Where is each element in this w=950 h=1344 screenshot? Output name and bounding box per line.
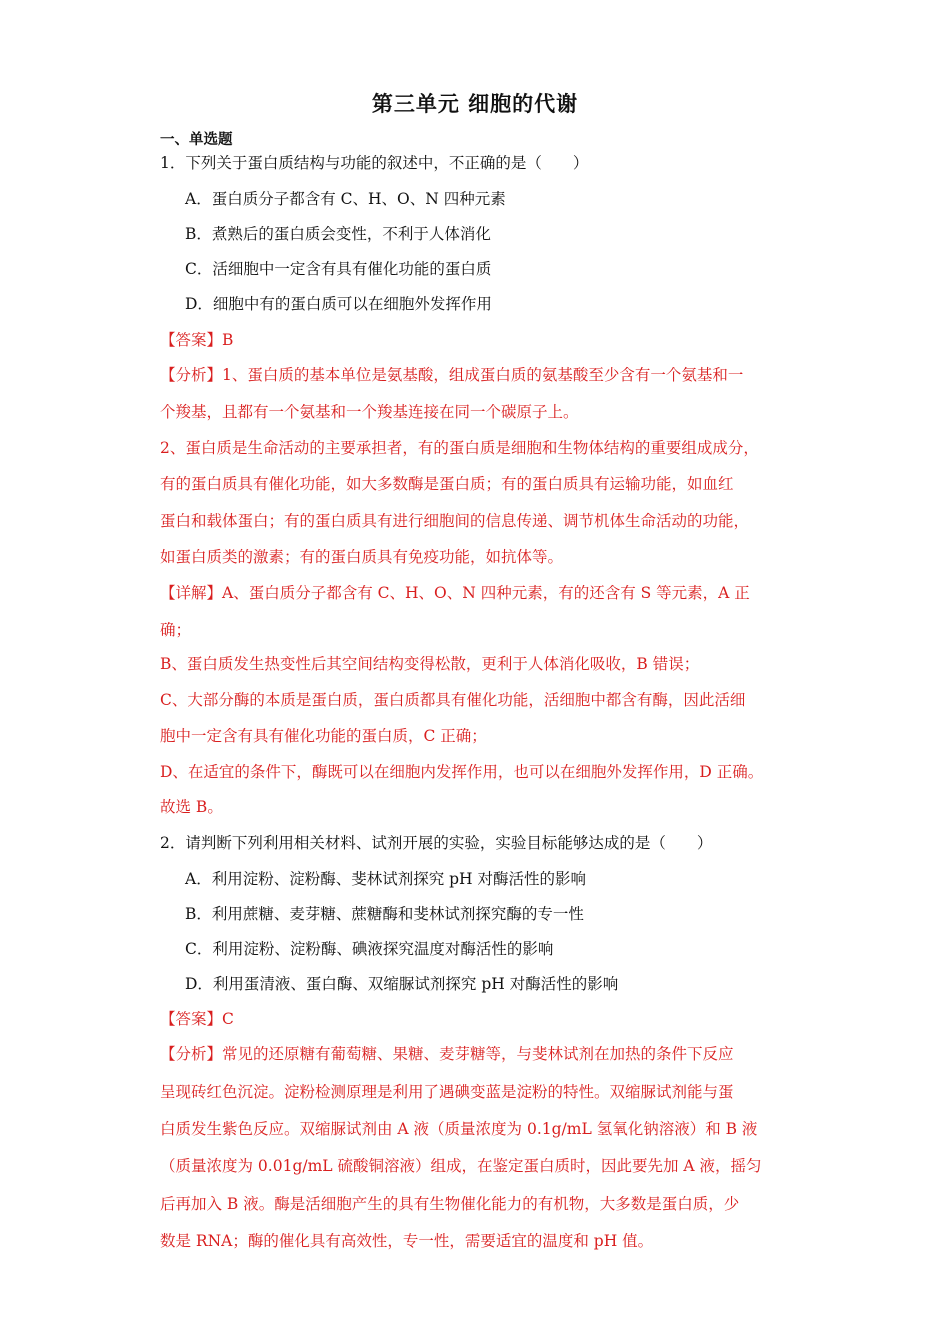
question-1-detail-line: B、蛋白质发生热变性后其空间结构变得松散，更利于人体消化吸收，B 错误；: [160, 655, 700, 673]
question-2-answer: 【答案】C: [160, 1010, 234, 1028]
question-2-option-b: B．利用蔗糖、麦芽糖、蔗糖酶和斐林试剂探究酶的专一性: [185, 905, 584, 923]
question-1-analysis-line: 如蛋白质类的激素；有的蛋白质具有免疫功能，如抗体等。: [160, 548, 564, 566]
question-1-detail-line: 故选 B。: [160, 798, 223, 816]
question-2-analysis-line: （质量浓度为 0.01g/mL 硫酸铜溶液）组成，在鉴定蛋白质时，因此要先加 A 液，摇匀: [160, 1157, 762, 1175]
question-1-detail-line: D、在适宜的条件下，酶既可以在细胞内发挥作用，也可以在细胞外发挥作用，D 正确。: [160, 763, 764, 781]
page-title: 第三单元 细胞的代谢: [371, 92, 579, 116]
question-2-analysis-line: 白质发生紫色反应。双缩脲试剂由 A 液（质量浓度为 0.1g/mL 氢氧化钠溶液）和 B 液: [160, 1120, 758, 1138]
question-1-detail-line: 胞中一定含有具有催化功能的蛋白质，C 正确；: [160, 727, 487, 745]
question-1-answer: 【答案】B: [160, 331, 234, 349]
question-2-stem: 2．请判断下列利用相关材料、试剂开展的实验，实验目标能够达成的是（ ）: [160, 834, 713, 852]
question-2-option-a: A．利用淀粉、淀粉酶、斐林试剂探究 pH 对酶活性的影响: [185, 870, 586, 888]
question-1-option-c: C．活细胞中一定含有具有催化功能的蛋白质: [185, 260, 492, 278]
question-1-analysis-line: 【分析】1、蛋白质的基本单位是氨基酸，组成蛋白质的氨基酸至少含有一个氨基和一: [160, 366, 744, 384]
question-1-analysis-line: 有的蛋白质具有催化功能，如大多数酶是蛋白质；有的蛋白质具有运输功能，如血红: [160, 475, 734, 493]
question-1-option-b: B．煮熟后的蛋白质会变性，不利于人体消化: [185, 225, 491, 243]
question-2-analysis-line: 数是 RNA；酶的催化具有高效性，专一性，需要适宜的温度和 pH 值。: [160, 1232, 654, 1250]
question-2-analysis-line: 呈现砖红色沉淀。淀粉检测原理是利用了遇碘变蓝是淀粉的特性。双缩脲试剂能与蛋: [160, 1083, 734, 1101]
question-2-analysis-line: 【分析】常见的还原糖有葡萄糖、果糖、麦芽糖等，与斐林试剂在加热的条件下反应: [160, 1045, 734, 1063]
question-1-detail-line: 确；: [160, 621, 192, 639]
question-2-option-d: D．利用蛋清液、蛋白酶、双缩脲试剂探究 pH 对酶活性的影响: [185, 975, 619, 993]
question-2-analysis-line: 后再加入 B 液。酶是活细胞产生的具有生物催化能力的有机物，大多数是蛋白质，少: [160, 1195, 740, 1213]
question-1-stem: 1．下列关于蛋白质结构与功能的叙述中，不正确的是（ ）: [160, 154, 589, 172]
question-1-option-a: A．蛋白质分子都含有 C、H、O、N 四种元素: [185, 190, 506, 208]
question-1-analysis-line: 蛋白和载体蛋白；有的蛋白质具有进行细胞间的信息传递、调节机体生命活动的功能，: [160, 512, 750, 530]
question-1-detail-line: 【详解】A、蛋白质分子都含有 C、H、O、N 四种元素，有的还含有 S 等元素，A 正: [160, 584, 750, 602]
section-heading: 一、单选题: [160, 132, 233, 148]
question-1-detail-line: C、大部分酶的本质是蛋白质，蛋白质都具有催化功能，活细胞中都含有酶，因此活细: [160, 691, 746, 709]
question-1-analysis-line: 个羧基，且都有一个氨基和一个羧基连接在同一个碳原子上。: [160, 403, 579, 421]
question-1-analysis-line: 2、蛋白质是生命活动的主要承担者，有的蛋白质是细胞和生物体结构的重要组成成分，: [160, 439, 759, 457]
question-1-option-d: D．细胞中有的蛋白质可以在细胞外发挥作用: [185, 295, 492, 313]
question-2-option-c: C．利用淀粉、淀粉酶、碘液探究温度对酶活性的影响: [185, 940, 554, 958]
